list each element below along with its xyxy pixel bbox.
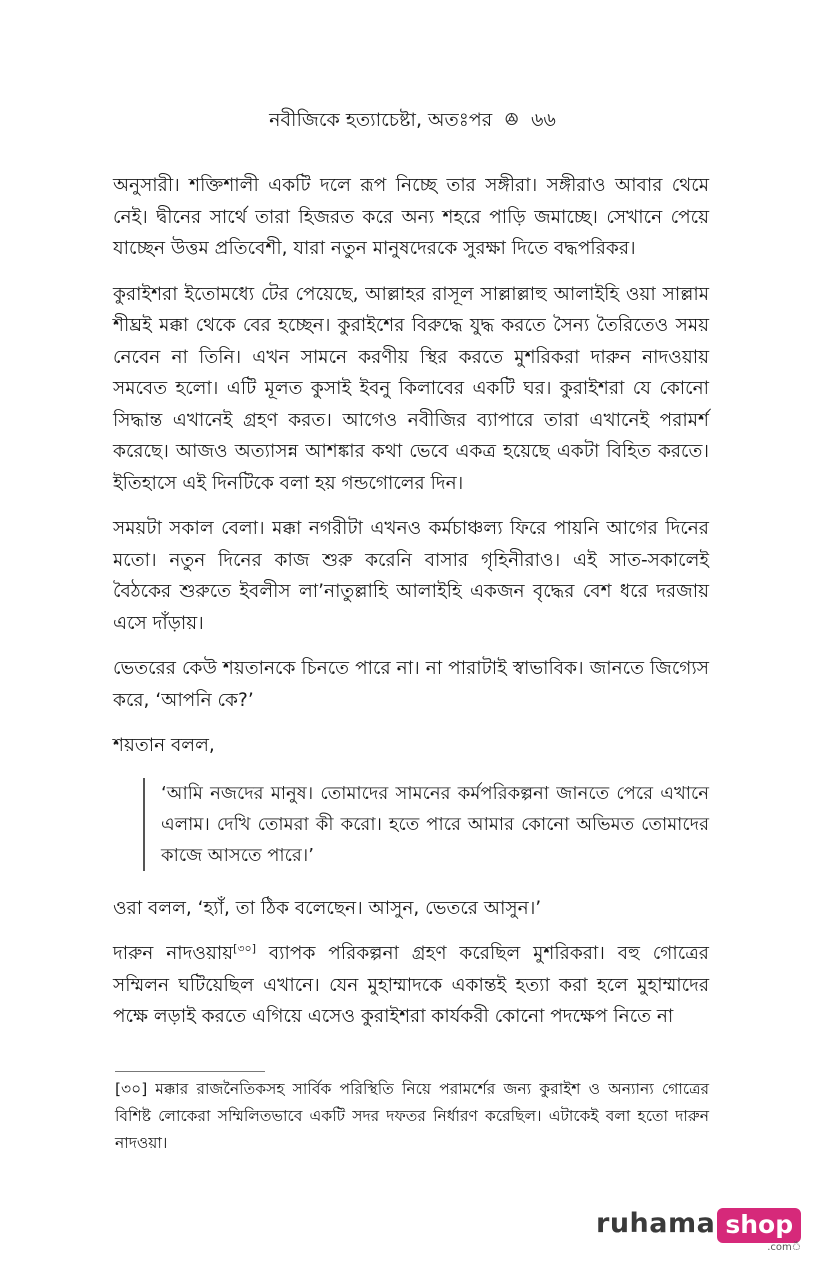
paragraph-2: কুরাইশরা ইতোমধ্যে টের পেয়েছে, আল্লাহর রাসূল সাল্লাল্লাহু আলাইহি ওয়া সাল্লাম শীঘ্রই মক্কা থেকে বের হচ্ছেন। কুরাইশের বিরুদ্ধে যুদ্ধ করতে সৈন্য তৈরিতেও সময় নেবেন না তিনি। এখন সামনে করণীয় স্থির করতে মুশরিকরা দারুন নাদওয়ায় সমবেত হলো। এটি মূলত কুসাই ইবনু কিলাবের একটি ঘর। কুরাইশরা যে কোনো সিদ্ধান্ত এখানেই গ্রহণ করত। আগেও নবীজির ব্যাপারে তারা এখানেই পরামর্শ করেছে। আজও অত্যাসন্ন আশঙ্কার কথা ভেবে একত্র হয়েছে একটা বিহিত করতে। ইতিহাসে এই দিনটিকে বলা হয় গন্ডগোলের দিন। — [113, 283, 709, 494]
paragraph-last — [113, 938, 709, 1033]
page-number: ৬৬ — [531, 109, 556, 131]
paragraph-after-quote: ওরা বলল, ‘হ্যাঁ, তা ঠিক বলেছেন। আসুন, ভেতরে আসুন।’ — [113, 897, 542, 919]
book-title: নবীজিকে হত্যাচেষ্টা, অতঃপর — [269, 109, 493, 131]
paragraph-1: অনুসারী। শক্তিশালী একটি দলে রূপ নিচ্ছে তার সঙ্গীরা। সঙ্গীরাও আবার থেমে নেই। দ্বীনের সার্থে তারা হিজরত করে অন্য শহরে পাড়ি জমাচ্ছে। সেখানে পেয়ে যাচ্ছেন উত্তম প্রতিবেশী, যারা নতুন মানুষদেরকে সুরক্ষা দিতে বদ্ধপরিকর। — [113, 175, 709, 259]
logo-text-shop: shop — [717, 1208, 801, 1243]
logo-text-domain: .comঁ — [767, 1242, 802, 1253]
block-quote — [143, 778, 709, 871]
paragraph-last-lead: দারুন নাদওয়ায় — [113, 943, 234, 964]
footnote-divider — [115, 1071, 265, 1072]
ruhamashop-logo — [596, 1208, 802, 1253]
ornament-separator: ꔮ — [504, 109, 520, 131]
paragraph-4: ভেতরের কেউ শয়তানকে চিনতে পারে না। না পারাটাই স্বাভাবিক। জানতে জিগ্যেস করে, ‘আপনি কে?’ — [113, 658, 709, 711]
paragraph-5: শয়তান বলল, — [113, 735, 215, 756]
running-header — [0, 106, 825, 134]
main-text — [113, 170, 709, 1047]
quote-text: ‘আমি নজদের মানুষ। তোমাদের সামনের কর্মপরিকল্পনা জানতে পেরে এখানে এলাম। দেখি তোমরা কী করো। হতে পারে আমার কোনো অভিমত তোমাদের কাজে আসতে পারে।’ — [161, 782, 709, 866]
footnote-number: [৩০] — [115, 1080, 148, 1098]
paragraph-last-rest: ব্যাপক পরিকল্পনা গ্রহণ করেছিল মুশরিকরা। বহু গোত্রের সম্মিলন ঘটিয়েছিল এখানে। যেন মুহাম্মাদকে একান্তই হত্যা করা হলে মুহাম্মাদের পক্ষে লড়াই করতে এগিয়ে এসেও কুরাইশরা কার্যকরী কোনো পদক্ষেপ নিতে না — [113, 943, 709, 1027]
logo-box — [717, 1208, 802, 1253]
logo-text-ruhama: ruhama — [596, 1208, 716, 1239]
footnote-text: মক্কার রাজনৈতিকসহ সার্বিক পরিস্থিতি নিয়ে পরামর্শের জন্য কুরাইশ ও অন্যান্য গোত্রের বিশিষ্ট লোকেরা সম্মিলিতভাবে একটি সদর দফতর নির্ধারণ করেছিল। এটাকেই বলা হতো দারুন নাদওয়া। — [115, 1080, 709, 1152]
footnote — [115, 1076, 709, 1157]
paragraph-3: সময়টা সকাল বেলা। মক্কা নগরীটা এখনও কর্মচাঞ্চল্য ফিরে পায়নি আগের দিনের মতো। নতুন দিনের কাজ শুরু করেনি বাসার গৃহিনীরাও। এই সাত-সকালেই বৈঠকের শুরুতে ইবলীস লা’নাতুল্লাহি আলাইহি একজন বৃদ্ধের বেশ ধরে দরজায় এসে দাঁড়ায়। — [113, 518, 709, 634]
footnote-reference[interactable]: [৩০] — [233, 941, 256, 955]
